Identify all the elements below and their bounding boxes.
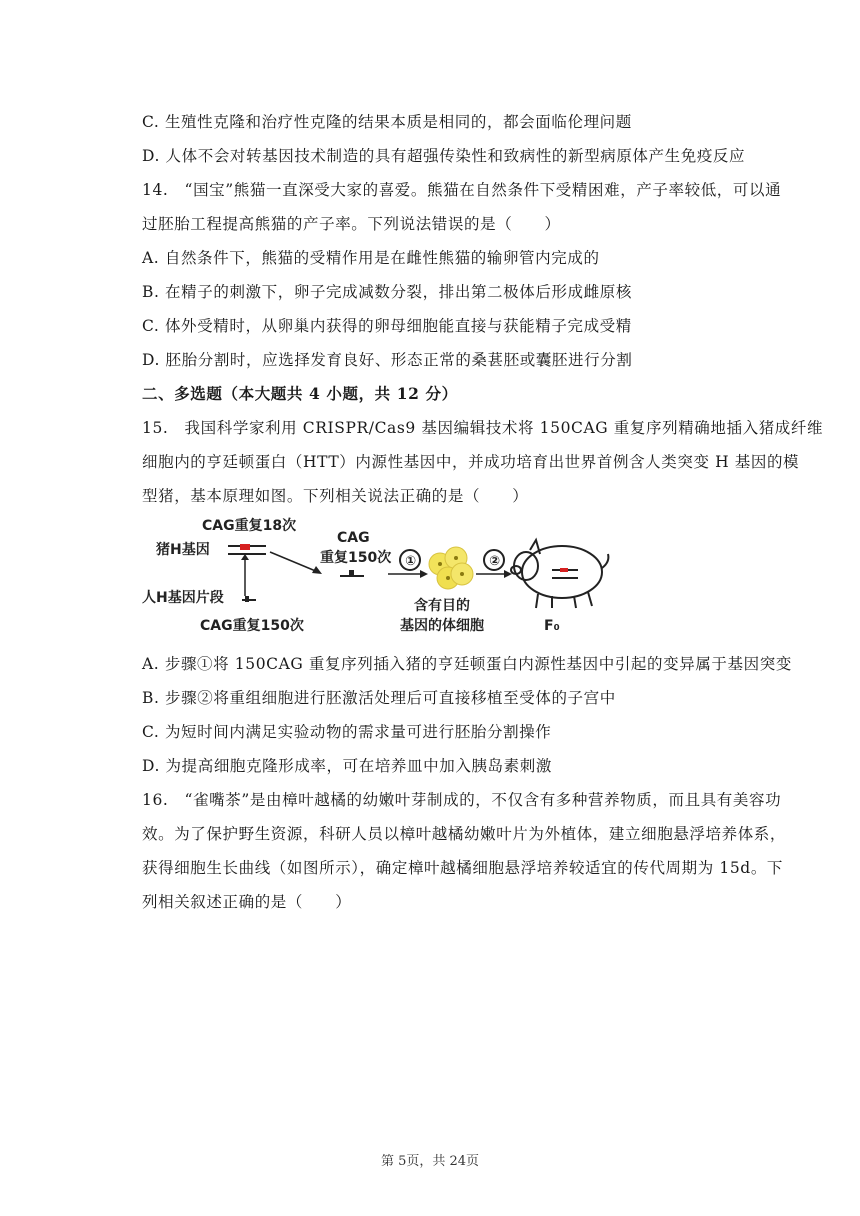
page-number: 第 5页，共 24页 [380, 1154, 480, 1169]
option-d: D. 为提高细胞克隆形成率，可在培养皿中加入胰岛素刺激 [142, 757, 552, 775]
question-16: 16. “雀嘴茶”是由樟叶越橘的幼嫩叶芽制成的，不仅含有多种营养物质，而且具有美容功 [142, 791, 782, 809]
pig-gene-label: 猪H基因 [156, 542, 210, 558]
cag-repeat-label: 重复150次 [320, 550, 392, 566]
text-line: 型猪，基本原理如图。下列相关说法正确的是（ ） [142, 487, 529, 505]
question-14: 14. “国宝”熊猫一直深受大家的喜爱。熊猫在自然条件下受精困难，产子率较低，可以通 [142, 181, 782, 199]
cag-top-label: CAG [337, 530, 370, 546]
text-line: 获得细胞生长曲线（如图所示），确定樟叶越橘细胞悬浮培养较适宜的传代周期为 15d。下 [142, 859, 784, 877]
text-line: 细胞内的亨廷顿蛋白（HTT）内源性基因中，并成功培育出世界首例含人类突变 H 基因的模 [142, 453, 800, 471]
cag150-label: CAG重复150次 [200, 618, 304, 634]
cag18-label: CAG重复18次 [202, 518, 297, 534]
option-c: C. 为短时间内满足实验动物的需求量可进行胚胎分割操作 [142, 723, 552, 741]
f0-label: F₀ [544, 618, 560, 634]
cell-label-1: 含有目的 [414, 598, 470, 614]
option-a: A. 步骤①将 150CAG 重复序列插入猪的亨廷顿蛋白内源性基因中引起的变异属于基因突变 [142, 655, 792, 673]
text-line: 列相关叙述正确的是（ ） [142, 893, 352, 911]
text-line: C. 生殖性克隆和治疗性克隆的结果本质是相同的，都会面临伦理问题 [142, 113, 632, 131]
option-c: C. 体外受精时，从卵巢内获得的卵母细胞能直接与获能精子完成受精 [142, 317, 632, 335]
option-d: D. 胚胎分割时，应选择发育良好、形态正常的桑葚胚或囊胚进行分割 [142, 351, 633, 369]
option-b: B. 步骤②将重组细胞进行胚激活处理后可直接移植至受体的子宫中 [142, 689, 616, 707]
gene-editing-diagram [142, 510, 612, 640]
section-heading: 二、多选题（本大题共 4 小题，共 12 分） [142, 384, 458, 403]
option-a: A. 自然条件下，熊猫的受精作用是在雌性熊猫的输卵管内完成的 [142, 249, 600, 267]
human-fragment-label: 人H基因片段 [142, 590, 224, 606]
question-15: 15. 我国科学家利用 CRISPR/Cas9 基因编辑技术将 150CAG 重复序列精确地插入猪成纤维 [142, 419, 824, 437]
text-line: 效。为了保护野生资源，科研人员以樟叶越橘幼嫩叶片为外植体，建立细胞悬浮培养体系， [142, 825, 787, 843]
option-b: B. 在精子的刺激下，卵子完成减数分裂，排出第二极体后形成雌原核 [142, 283, 632, 301]
text-line: 过胚胎工程提高熊猫的产子率。下列说法错误的是（ ） [142, 215, 561, 233]
step2-icon: ② [489, 554, 501, 569]
cell-label-2: 基因的体细胞 [400, 618, 484, 634]
cell-cluster [429, 547, 473, 589]
text-line: D. 人体不会对转基因技术制造的具有超强传染性和致病性的新型病原体产生免疫反应 [142, 147, 746, 165]
step1-icon: ① [405, 554, 417, 569]
pig-icon [511, 540, 608, 608]
